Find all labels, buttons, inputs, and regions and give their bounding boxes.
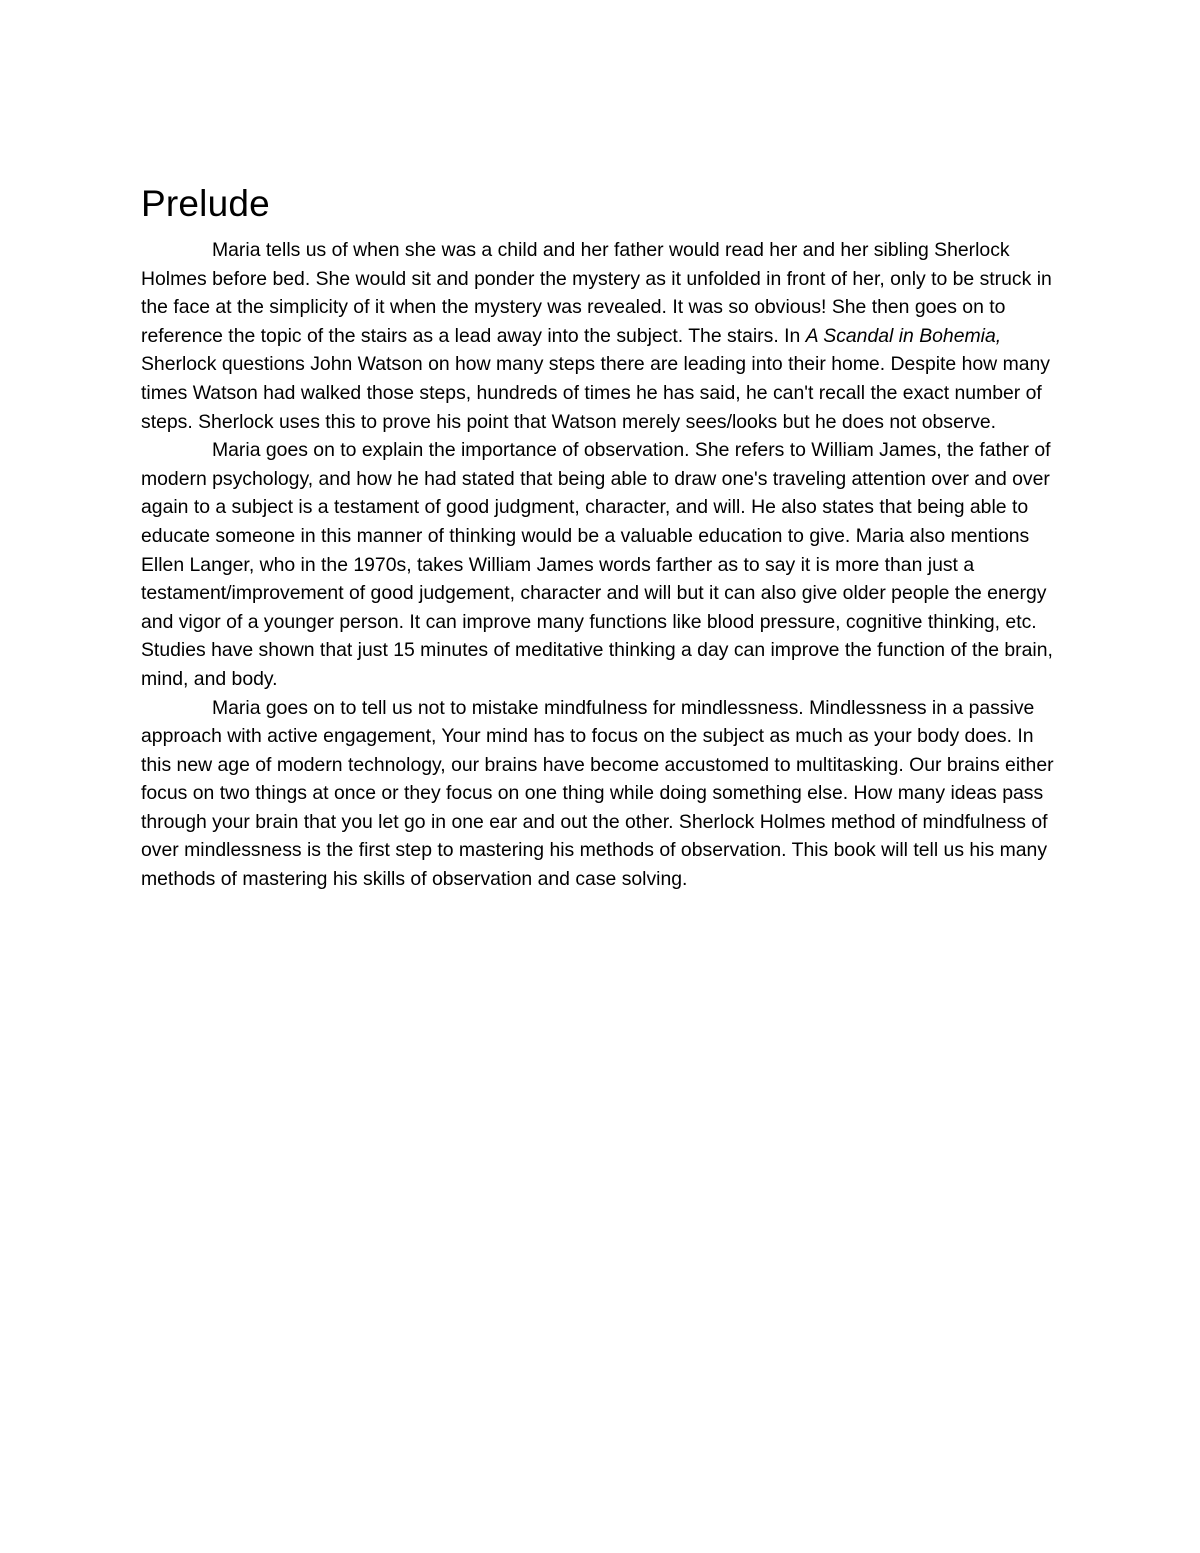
page-title: Prelude bbox=[141, 183, 270, 224]
paragraph-1-text-end: Sherlock questions John Watson on how many steps there are leading into their home. Despite how many times Watson had walked those steps, hundreds of times he has said, he can't recall the exact number of steps. Sherlock uses this to prove his point that Watson merely sees/looks but he does not observe. bbox=[141, 353, 1050, 433]
book-title-italic: A Scandal in Bohemia, bbox=[805, 324, 1002, 347]
paragraph-2: Maria goes on to explain the importance of observation. She refers to William James, the father of modern psychology, and how he had stated that being able to draw one's traveling attention over and over again to a subject is a testament of good judgment, character, and will. He also states that being able to educate someone in this manner of thinking would be a valuable education to give. Maria also mentions Ellen Langer, who in the 1970s, takes William James words farther as to say it is more than just a testament/improvement of good judgement, character and will but it can also give older people the energy and vigor of a younger person. It can improve many functions like blood pressure, cognitive thinking, etc. Studies have shown that just 15 minutes of meditative thinking a day can improve the function of the brain, mind, and body. bbox=[141, 439, 1053, 690]
paragraph-3: Maria goes on to tell us not to mistake mindfulness for mindlessness. Mindlessness in a passive approach with active engagement, Your mind has to focus on the subject as much as your body does. In this new age of modern technology, our brains have become accustomed to multitasking. Our brains either focus on two things at once or they focus on one thing while doing something else. How many ideas pass through your brain that you let go in one ear and out the other. Sherlock Holmes method of mindfulness of over mindlessness is the first step to mastering his methods of observation. This book will tell us his many methods of mastering his skills of observation and case solving. bbox=[141, 696, 1054, 891]
paragraph-1-text-start: Maria tells us of when she was a child and her father would read her and her sibling Sherlock Holmes before bed. She would sit and ponder the mystery as it unfolded in front of her, only to be struck in the face at the simplicity of it when the mystery was revealed. It was so obvious! She then goes on to reference the topic of the stairs as a lead away into the subject. The stairs. In bbox=[141, 239, 1052, 347]
document-page bbox=[141, 182, 1066, 894]
paragraph-1 bbox=[141, 236, 1066, 436]
